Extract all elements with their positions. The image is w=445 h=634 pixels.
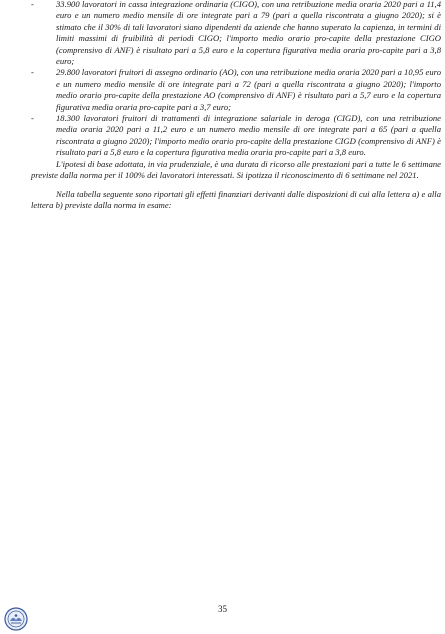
page-number: 35: [218, 604, 227, 614]
institutional-seal-icon: [4, 607, 28, 631]
list-item: [31, 113, 441, 159]
bullet-marker: -: [31, 0, 34, 9]
list-item: [31, 0, 441, 67]
bullet-text-cigd: 18.300 lavoratori fruitori di trattamenti di integrazione salariale in deroga (CIGD), con una retribuzione media oraria 2020 pari a 11,2 euro e un numero medio mensile di ore integrate pari a 65 (pari a quella riscontrata a giugno 2020); l'importo medio orario pro-capite della prestazione CIGD (comprensivo di ANF) è risultato pari a 5,8 euro e la copertura figurativa media oraria pro-capite pari a 3,8 euro.: [56, 113, 441, 158]
bullet-marker: -: [31, 67, 34, 78]
paragraph-table-intro: Nella tabella seguente sono riportati gli effetti finanziari derivanti dalle disposizioni di cui alla lettera a) e alla lettera b) previste dalla norma in esame:: [31, 188, 441, 210]
bullet-text-cigo: 33.900 lavoratori in cassa integrazione ordinaria (CIGO), con una retribuzione media oraria 2020 pari a 11,4 euro e un numero medio mensile di ore integrate pari a 79 (pari a quella riscontrata a giugno 2020); si è stimato che il 30% di tali lavoratori siano dipendenti da aziende che hanno superato la capienza, in termini di limiti massimi di fruibilità di periodi CIGO; l'importo medio orario pro-capite della prestazione CIGO (comprensivo di ANF) è risultato pari a 5,8 euro e la copertura figurativa media oraria pro-capite pari a 3,8 euro;: [56, 0, 441, 67]
paragraph-base-hypothesis: L'ipotesi di base adottata, in via prudenziale, è una durata di ricorso alle prestazioni pari a tutte le 6 settimane previste dalla norma per il 100% dei lavoratori interessati. Si ipotizza il riconoscimento di 6 settimane nel 2021.: [31, 158, 441, 181]
document-body: [31, 0, 441, 211]
bullet-text-ao: 29.800 lavoratori fruitori di assegno ordinario (AO), con una retribuzione media oraria 2020 pari a 10,95 euro e un numero medio mensile di ore integrate pari a 72 (pari a quella riscontrata a giugno 2020); l'importo medio orario pro-capite della prestazione AO (comprensivo di ANF) è risultato pari a 5,7 euro e la copertura figurativa media oraria pro-capite pari a 3,7 euro;: [56, 67, 441, 112]
list-item: [31, 67, 441, 113]
bullet-marker: -: [31, 113, 34, 124]
